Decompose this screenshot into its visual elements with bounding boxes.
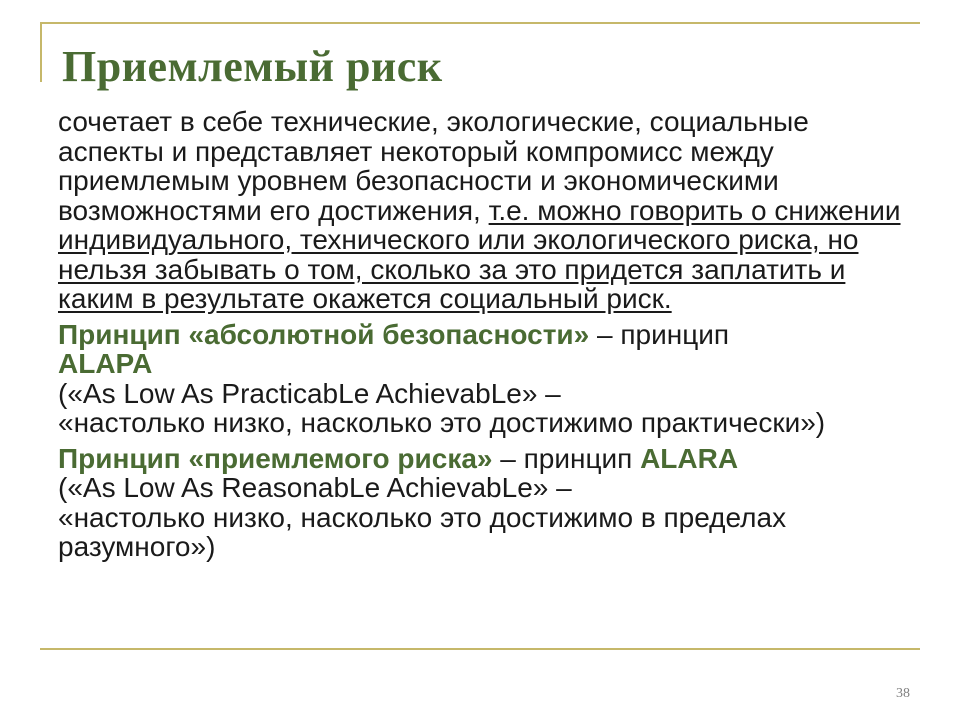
- principle-name: Принцип «абсолютной безопасности»: [58, 318, 590, 350]
- principle-line: [58, 444, 920, 474]
- paragraph-acceptable-risk: [58, 107, 920, 314]
- acronym-translation: «настолько низко, насколько это достижимо в пределах разумного»): [58, 501, 787, 562]
- principle-name: Принцип «приемлемого риска»: [58, 442, 493, 474]
- page-number: 38: [896, 686, 910, 701]
- frame-left-line: [40, 22, 42, 82]
- paragraph-text: сочетает в себе технические, экологические, социальные аспекты и представляет некоторый компромисс между приемлемым уровнем безопасности и экономическими возможностями его достижения,: [58, 106, 809, 226]
- principle-acronym: ALARA: [640, 442, 739, 474]
- frame-top-line: [40, 22, 920, 24]
- principle-dash-text: – принцип: [589, 318, 730, 350]
- underlined-text: т.е. можно говорить о снижении индивидуального, технического или экологического риска, но нельзя забывать о том, сколько за это придется заплатить и каким в результате окажется социальный риск.: [58, 194, 901, 314]
- slide-title: Приемлемый риск: [62, 42, 443, 91]
- principle-acronym: ALAPA: [58, 348, 153, 379]
- paragraph-alara: [58, 444, 920, 562]
- acronym-expansion: («As Low As PracticabLe AchievabLe» –: [58, 377, 561, 409]
- frame-bottom-line: [40, 648, 920, 650]
- paragraph-alapa: [58, 320, 920, 438]
- principle-line: [58, 320, 920, 350]
- principle-dash-text: – принцип: [492, 442, 641, 474]
- acronym-expansion: («As Low As ReasonabLe AchievabLe» –: [58, 472, 572, 503]
- slide-body: [58, 107, 920, 568]
- acronym-translation: «настолько низко, насколько это достижимо практически»): [58, 407, 826, 438]
